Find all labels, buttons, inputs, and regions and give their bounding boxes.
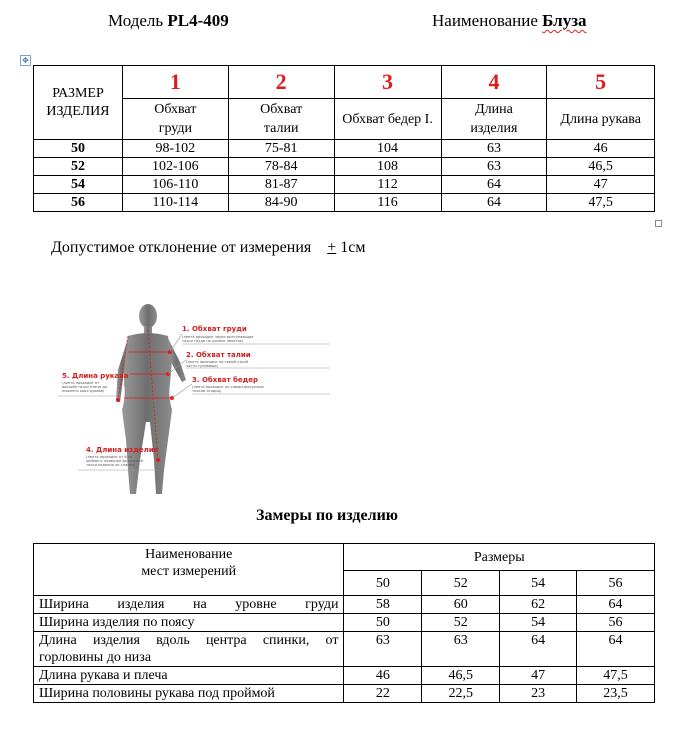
table-row <box>34 140 655 158</box>
product-name-header <box>432 11 587 31</box>
callout-note: части туловища) <box>186 364 219 368</box>
measurement-figure <box>58 300 330 500</box>
table-row <box>34 176 655 194</box>
callout-title: 1. Обхват груди <box>182 325 247 333</box>
size-column-header: 52 <box>422 571 500 596</box>
tolerance-value: 1см <box>340 239 366 256</box>
callout-title: 2. Обхват талии <box>186 351 251 359</box>
value-cell: 56 <box>577 614 655 632</box>
name-label: Наименование <box>432 11 538 30</box>
value-cell: 22 <box>344 685 422 703</box>
size-cell: 52 <box>34 158 123 176</box>
measurement-name-header: Наименование мест измерений <box>34 544 344 596</box>
value-cell: 110-114 <box>122 194 228 212</box>
model-header <box>108 11 229 31</box>
model-label: Модель <box>108 11 164 30</box>
table-row <box>34 614 655 632</box>
column-label: Обхват груди <box>122 99 228 140</box>
table-row <box>34 194 655 212</box>
size-column-header: 50 <box>344 571 422 596</box>
measurement-name: Ширина половины рукава под проймой <box>34 685 344 703</box>
value-cell: 47 <box>500 667 577 685</box>
callout-title: 4. Длина изделия <box>86 446 159 454</box>
value-cell: 64 <box>500 632 577 667</box>
value-cell: 81-87 <box>228 176 334 194</box>
callout-note: нижнего края рукава) <box>62 389 105 393</box>
value-cell: 64 <box>577 596 655 614</box>
measurement-name: Ширина изделия по поясу <box>34 614 344 632</box>
size-column-header: 56 <box>577 571 655 596</box>
sizes-header: Размеры <box>344 544 655 571</box>
value-cell: 47,5 <box>577 667 655 685</box>
callout-note: точки изделия по спинке) <box>86 463 136 467</box>
column-number: 4 <box>441 66 547 99</box>
value-cell: 54 <box>500 614 577 632</box>
value-cell: 23 <box>500 685 577 703</box>
value-cell: 23,5 <box>577 685 655 703</box>
callout-note: высшей точки плеча до <box>62 385 107 389</box>
value-cell: 50 <box>344 614 422 632</box>
column-label: Длина рукава <box>547 99 655 140</box>
tolerance-note <box>51 239 366 257</box>
value-cell: 46 <box>547 140 655 158</box>
size-cell: 56 <box>34 194 123 212</box>
size-column-header: 54 <box>500 571 577 596</box>
column-label: Длина изделия <box>441 99 547 140</box>
column-number: 1 <box>122 66 228 99</box>
value-cell: 63 <box>344 632 422 667</box>
table-row <box>34 158 655 176</box>
size-cell: 50 <box>34 140 123 158</box>
value-cell: 116 <box>334 194 441 212</box>
value-cell: 63 <box>441 140 547 158</box>
callout-note: точкам ягодиц) <box>192 389 222 393</box>
value-cell: 60 <box>422 596 500 614</box>
value-cell: 78-84 <box>228 158 334 176</box>
name-value: Блуза <box>542 11 587 30</box>
callout-note: точки груди на уровне лопаток) <box>182 339 244 343</box>
callout-note: (лента проходит от <box>62 381 100 385</box>
table-move-handle-icon[interactable]: ✥ <box>20 55 31 66</box>
value-cell: 46,5 <box>422 667 500 685</box>
value-cell: 52 <box>422 614 500 632</box>
measurement-name: Длина изделия вдоль центра спинки, от горловины до низа <box>34 632 344 667</box>
value-cell: 84-90 <box>228 194 334 212</box>
callout-note: (лента проходит от 6-го <box>86 455 133 459</box>
table-row <box>34 596 655 614</box>
column-number: 2 <box>228 66 334 99</box>
value-cell: 98-102 <box>122 140 228 158</box>
model-value: PL4-409 <box>167 11 229 30</box>
value-cell: 102-106 <box>122 158 228 176</box>
value-cell: 104 <box>334 140 441 158</box>
value-cell: 108 <box>334 158 441 176</box>
value-cell: 106-110 <box>122 176 228 194</box>
size-header: РАЗМЕР ИЗДЕЛИЯ <box>46 85 110 119</box>
value-cell: 112 <box>334 176 441 194</box>
value-cell: 46 <box>344 667 422 685</box>
value-cell: 64 <box>577 632 655 667</box>
value-cell: 75-81 <box>228 140 334 158</box>
value-cell: 46,5 <box>547 158 655 176</box>
value-cell: 47 <box>547 176 655 194</box>
value-cell: 22,5 <box>422 685 500 703</box>
column-number: 3 <box>334 66 441 99</box>
tolerance-text: Допустимое отклонение от измерения <box>51 239 312 256</box>
callout-note: (лента проходит по самой узкой <box>186 360 248 364</box>
value-cell: 47,5 <box>547 194 655 212</box>
callout-title: 5. Длина рукава <box>62 372 129 380</box>
value-cell: 58 <box>344 596 422 614</box>
column-number: 5 <box>547 66 655 99</box>
value-cell: 64 <box>441 194 547 212</box>
plus-minus-sign: + <box>327 239 337 256</box>
size-chart-table <box>33 65 655 212</box>
callout-note: (лента проходит по самым выпуклым <box>192 385 264 389</box>
callout-note: шейного позвонка до нижней <box>86 459 143 463</box>
value-cell: 63 <box>422 632 500 667</box>
table-row <box>34 685 655 703</box>
callout-note: (лента проходит через выступающие <box>182 335 254 339</box>
callout-title: 3. Обхват бедер <box>192 376 259 384</box>
column-label: Обхват бедер I. <box>334 99 441 140</box>
garment-measurements-table <box>33 543 655 703</box>
column-label: Обхват талии <box>228 99 334 140</box>
size-cell: 54 <box>34 176 123 194</box>
value-cell: 64 <box>441 176 547 194</box>
measurement-name: Ширина изделия на уровне груди <box>34 596 344 614</box>
measurement-name: Длина рукава и плеча <box>34 667 344 685</box>
value-cell: 62 <box>500 596 577 614</box>
table-resize-handle[interactable] <box>655 220 662 227</box>
value-cell: 63 <box>441 158 547 176</box>
table-row <box>34 632 655 667</box>
size-header-cell <box>34 66 123 140</box>
table-row <box>34 667 655 685</box>
garment-section-title: Замеры по изделию <box>256 507 399 524</box>
